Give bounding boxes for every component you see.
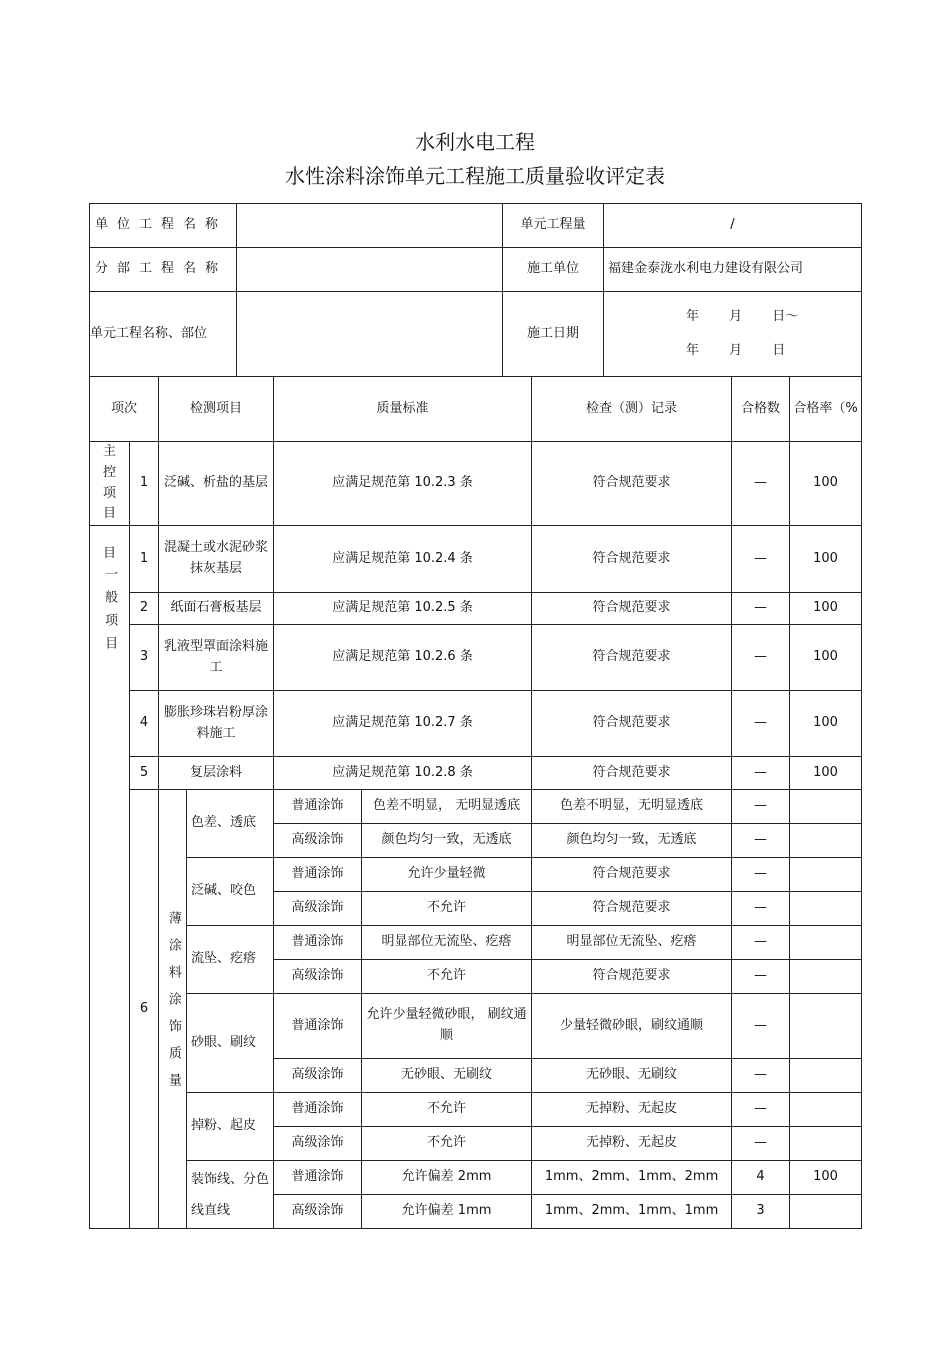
sub-standard: 允许偏差 2mm xyxy=(362,1161,532,1195)
sub-record[interactable]: 无掉粉、无起皮 xyxy=(532,1127,732,1161)
sub-name: 掉粉、起皮 xyxy=(187,1093,274,1161)
date-line2: 年 月 日 xyxy=(686,343,786,358)
unit-project-label: 单位工程名称 xyxy=(90,204,237,248)
main-row-rate[interactable]: 100 xyxy=(790,442,862,526)
sub-standard: 色差不明显， 无明显透底 xyxy=(362,790,532,824)
main-row-record[interactable]: 符合规范要求 xyxy=(532,442,732,526)
title-line2: 水性涂料涂饰单元工程施工质量验收评定表 xyxy=(285,164,665,188)
main-control-label: 主控项目 xyxy=(90,442,130,526)
general-row-standard: 应满足规范第 10.2.6 条 xyxy=(274,625,532,691)
sub-type: 高级涂饰 xyxy=(274,1127,362,1161)
col-standard: 质量标准 xyxy=(274,377,532,442)
sub-record[interactable]: 符合规范要求 xyxy=(532,858,732,892)
main-row-item: 泛碱、析盐的基层 xyxy=(159,442,274,526)
sub-project-value[interactable] xyxy=(237,248,503,292)
item6-group xyxy=(159,790,187,1229)
general-row-record[interactable]: 符合规范要求 xyxy=(532,757,732,790)
sub-record[interactable]: 少量轻微砂眼，刷纹通顺 xyxy=(532,994,732,1059)
title-line1: 水利水电工程 xyxy=(415,130,535,154)
general-label-text: 一般项目 xyxy=(102,567,118,660)
item6-group-text: 薄涂料涂饰质量 xyxy=(165,910,181,1100)
sub-standard: 不允许 xyxy=(362,960,532,994)
sub-name: 色差、透底 xyxy=(187,790,274,858)
general-row-standard: 应满足规范第 10.2.5 条 xyxy=(274,593,532,625)
sub-type: 高级涂饰 xyxy=(274,824,362,858)
sub-standard: 无砂眼、无刷纹 xyxy=(362,1059,532,1093)
general-row-no: 5 xyxy=(130,757,159,790)
sub-rate[interactable] xyxy=(790,960,862,994)
sub-standard: 明显部位无流坠、疙瘩 xyxy=(362,926,532,960)
general-row-count[interactable]: — xyxy=(732,691,790,757)
sub-count[interactable]: — xyxy=(732,1127,790,1161)
sub-type: 普通涂饰 xyxy=(274,994,362,1059)
sub-count[interactable]: — xyxy=(732,994,790,1059)
sub-type: 高级涂饰 xyxy=(274,960,362,994)
sub-rate[interactable] xyxy=(790,1093,862,1127)
general-row-record[interactable]: 符合规范要求 xyxy=(532,625,732,691)
date-label: 施工日期 xyxy=(503,292,604,377)
sub-type: 高级涂饰 xyxy=(274,1195,362,1229)
general-label-top: 目 xyxy=(102,546,116,562)
general-row-count[interactable]: — xyxy=(732,625,790,691)
sub-count[interactable]: — xyxy=(732,1093,790,1127)
sub-count[interactable]: — xyxy=(732,858,790,892)
sub-rate[interactable] xyxy=(790,790,862,824)
sub-rate[interactable] xyxy=(790,994,862,1059)
main-row-no: 1 xyxy=(130,442,159,526)
sub-standard: 不允许 xyxy=(362,892,532,926)
general-row-item: 混凝土或水泥砂浆抹灰基层 xyxy=(159,526,274,593)
general-row-standard: 应满足规范第 10.2.7 条 xyxy=(274,691,532,757)
sub-record[interactable]: 符合规范要求 xyxy=(532,892,732,926)
sub-standard: 允许少量轻微砂眼， 刷纹通顺 xyxy=(362,994,532,1059)
general-row-no: 4 xyxy=(130,691,159,757)
unit-quantity-value[interactable]: / xyxy=(604,204,862,248)
general-row-rate[interactable]: 100 xyxy=(790,691,862,757)
general-row-count[interactable]: — xyxy=(732,526,790,593)
sub-type: 普通涂饰 xyxy=(274,1093,362,1127)
sub-type: 普通涂饰 xyxy=(274,1161,362,1195)
sub-count[interactable]: — xyxy=(732,892,790,926)
element-name-value[interactable] xyxy=(237,292,503,377)
general-row-item: 复层涂料 xyxy=(159,757,274,790)
sub-name: 流坠、疙瘩 xyxy=(187,926,274,994)
sub-type: 高级涂饰 xyxy=(274,892,362,926)
col-inspection-item: 检测项目 xyxy=(159,377,274,442)
sub-name: 泛碱、咬色 xyxy=(187,858,274,926)
inspection-table xyxy=(89,376,862,1229)
main-row-count[interactable]: — xyxy=(732,442,790,526)
sub-rate[interactable] xyxy=(790,1127,862,1161)
sub-record[interactable]: 颜色均匀一致，无透底 xyxy=(532,824,732,858)
element-name-label: 单元工程名称、部位 xyxy=(90,292,237,377)
sub-record[interactable]: 明显部位无流坠、疙瘩 xyxy=(532,926,732,960)
contractor-value[interactable]: 福建金泰泷水利电力建设有限公司 xyxy=(604,248,862,292)
general-row-no: 1 xyxy=(130,526,159,593)
sub-rate[interactable] xyxy=(790,824,862,858)
sub-count[interactable]: 3 xyxy=(732,1195,790,1229)
sub-record[interactable]: 无掉粉、无起皮 xyxy=(532,1093,732,1127)
general-row-standard: 应满足规范第 10.2.4 条 xyxy=(274,526,532,593)
sub-rate[interactable]: 100 xyxy=(790,1161,862,1195)
sub-count[interactable]: — xyxy=(732,824,790,858)
general-row-count[interactable]: — xyxy=(732,757,790,790)
sub-rate[interactable] xyxy=(790,1195,862,1229)
sub-type: 普通涂饰 xyxy=(274,858,362,892)
date-value[interactable] xyxy=(604,292,862,377)
col-record: 检查（测）记录 xyxy=(532,377,732,442)
sub-name: 砂眼、刷纹 xyxy=(187,994,274,1093)
sub-count[interactable]: — xyxy=(732,1059,790,1093)
sub-record[interactable]: 符合规范要求 xyxy=(532,960,732,994)
col-qualified-rate: 合格率（% xyxy=(790,377,862,442)
unit-quantity-label: 单元工程量 xyxy=(503,204,604,248)
sub-standard: 颜色均匀一致，无透底 xyxy=(362,824,532,858)
sub-record[interactable]: 色差不明显，无明显透底 xyxy=(532,790,732,824)
col-qualified-count: 合格数 xyxy=(732,377,790,442)
general-row-record[interactable]: 符合规范要求 xyxy=(532,593,732,625)
general-row-standard: 应满足规范第 10.2.8 条 xyxy=(274,757,532,790)
general-row-record[interactable]: 符合规范要求 xyxy=(532,691,732,757)
general-row-item: 乳液型罩面涂料施工 xyxy=(159,625,274,691)
sub-type: 普通涂饰 xyxy=(274,926,362,960)
sub-rate[interactable] xyxy=(790,892,862,926)
main-row-standard: 应满足规范第 10.2.3 条 xyxy=(274,442,532,526)
sub-count[interactable]: 4 xyxy=(732,1161,790,1195)
sub-rate[interactable] xyxy=(790,926,862,960)
col-item-no: 项次 xyxy=(90,377,159,442)
general-label xyxy=(90,526,130,1229)
sub-rate[interactable] xyxy=(790,858,862,892)
sub-standard: 不允许 xyxy=(362,1093,532,1127)
general-row-rate[interactable]: 100 xyxy=(790,625,862,691)
sub-project-label: 分部工程名称 xyxy=(90,248,237,292)
sub-type: 高级涂饰 xyxy=(274,1059,362,1093)
contractor-label: 施工单位 xyxy=(503,248,604,292)
general-row-rate[interactable]: 100 xyxy=(790,757,862,790)
general-row-no: 3 xyxy=(130,625,159,691)
sub-count[interactable]: — xyxy=(732,790,790,824)
sub-standard: 允许偏差 1mm xyxy=(362,1195,532,1229)
general-row-record[interactable]: 符合规范要求 xyxy=(532,526,732,593)
date-line1: 年 月 日～ xyxy=(686,309,799,325)
sub-record[interactable]: 1mm、2mm、1mm、2mm xyxy=(532,1161,732,1195)
unit-project-value[interactable] xyxy=(237,204,503,248)
general-row-item: 纸面石膏板基层 xyxy=(159,593,274,625)
sub-type: 普通涂饰 xyxy=(274,790,362,824)
general-row-item: 膨胀珍珠岩粉厚涂料施工 xyxy=(159,691,274,757)
sub-standard: 不允许 xyxy=(362,1127,532,1161)
general-row-count[interactable]: — xyxy=(732,593,790,625)
sub-count[interactable]: — xyxy=(732,926,790,960)
header-table xyxy=(89,203,862,377)
item6-no: 6 xyxy=(130,790,159,1229)
sub-record[interactable]: 1mm、2mm、1mm、1mm xyxy=(532,1195,732,1229)
sub-name: 装饰线、分色线直线 xyxy=(187,1161,274,1229)
sub-rate[interactable] xyxy=(790,1059,862,1093)
general-row-no: 2 xyxy=(130,593,159,625)
general-row-rate[interactable]: 100 xyxy=(790,593,862,625)
sub-standard: 允许少量轻微 xyxy=(362,858,532,892)
sub-record[interactable]: 无砂眼、无刷纹 xyxy=(532,1059,732,1093)
general-row-rate[interactable]: 100 xyxy=(790,526,862,593)
sub-count[interactable]: — xyxy=(732,960,790,994)
